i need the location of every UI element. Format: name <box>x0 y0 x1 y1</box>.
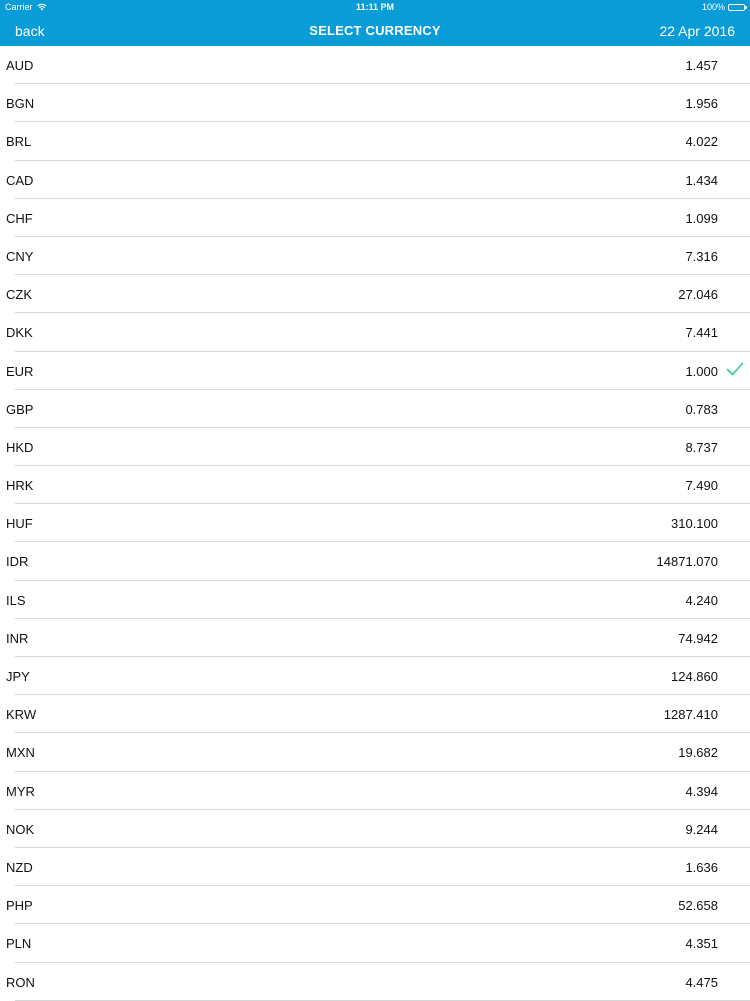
currency-rate: 310.100 <box>671 516 718 532</box>
currency-code: AUD <box>6 58 34 73</box>
currency-row-krw[interactable] <box>0 695 750 733</box>
battery-icon <box>728 4 745 11</box>
currency-code: MYR <box>6 783 35 799</box>
currency-rate: 1.434 <box>685 172 718 188</box>
currency-rate: 124.860 <box>671 669 718 684</box>
status-bar <box>0 0 750 14</box>
currency-rate: 7.490 <box>685 478 718 494</box>
currency-row-ils[interactable] <box>0 581 750 619</box>
currency-row-huf[interactable] <box>0 504 750 542</box>
currency-code: PLN <box>6 936 32 952</box>
currency-code: BGN <box>6 96 35 112</box>
currency-row-mxn[interactable] <box>0 733 750 771</box>
currency-row-chf[interactable] <box>0 199 750 237</box>
currency-code: RON <box>6 974 35 990</box>
currency-row-php[interactable] <box>0 886 750 924</box>
navigation-header <box>0 0 750 46</box>
currency-code: HKD <box>6 439 34 455</box>
currency-code: CHF <box>6 210 33 226</box>
currency-code: GBP <box>6 401 34 417</box>
currency-code: EUR <box>6 363 34 379</box>
currency-rate: 27.046 <box>678 287 718 303</box>
currency-code: BRL <box>6 134 32 150</box>
currency-row-bgn[interactable] <box>0 84 750 122</box>
currency-code: PHP <box>6 898 33 914</box>
currency-rate: 4.351 <box>685 936 718 952</box>
currency-rate: 4.394 <box>685 783 718 799</box>
currency-row-gbp[interactable] <box>0 390 750 428</box>
currency-row-inr[interactable] <box>0 619 750 657</box>
battery-indicator <box>702 0 745 14</box>
currency-code: CNY <box>6 248 34 264</box>
currency-rate: 9.244 <box>685 821 718 837</box>
back-button[interactable]: back <box>15 23 45 39</box>
currency-row-pln[interactable] <box>0 924 750 962</box>
currency-row-brl[interactable] <box>0 122 750 160</box>
currency-row-nzd[interactable] <box>0 848 750 886</box>
currency-list <box>0 46 750 1001</box>
currency-row-dkk[interactable] <box>0 313 750 351</box>
currency-code: CZK <box>6 287 32 303</box>
currency-code: KRW <box>6 707 37 723</box>
currency-rate: 1.956 <box>685 96 718 112</box>
currency-code: NOK <box>6 821 35 837</box>
currency-rate: 19.682 <box>678 745 718 761</box>
currency-row-hkd[interactable] <box>0 428 750 466</box>
currency-rate: 1.636 <box>685 859 718 875</box>
currency-code: HUF <box>6 516 33 532</box>
currency-rate: 52.658 <box>678 898 718 914</box>
currency-row-cad[interactable] <box>0 161 750 199</box>
currency-row-jpy[interactable] <box>0 657 750 695</box>
currency-rate: 4.240 <box>685 592 718 608</box>
currency-rate: 7.441 <box>685 325 718 341</box>
currency-code: CAD <box>6 172 34 188</box>
currency-rate: 4.022 <box>685 134 718 150</box>
currency-rate: 14871.070 <box>656 554 718 570</box>
currency-rate: 1.000 <box>685 363 718 379</box>
currency-rate: 0.783 <box>685 401 718 417</box>
currency-row-nok[interactable] <box>0 810 750 848</box>
currency-row-myr[interactable] <box>0 772 750 810</box>
checkmark-icon <box>726 362 744 376</box>
currency-code: IDR <box>6 554 29 570</box>
currency-row-hrk[interactable] <box>0 466 750 504</box>
battery-percent: 100% <box>701 2 725 12</box>
currency-rate: 74.942 <box>678 630 718 646</box>
currency-code: JPY <box>6 669 30 684</box>
currency-code: ILS <box>6 592 26 608</box>
currency-row-idr[interactable] <box>0 542 750 580</box>
currency-rate: 7.316 <box>685 248 718 264</box>
currency-code: DKK <box>6 325 33 341</box>
currency-code: MXN <box>6 745 35 761</box>
currency-row-aud[interactable] <box>0 46 750 84</box>
currency-rate: 1287.410 <box>663 707 718 723</box>
rates-date: 22 Apr 2016 <box>659 23 735 39</box>
currency-code: HRK <box>6 478 34 494</box>
currency-row-ron[interactable] <box>0 963 750 1001</box>
carrier-label: Carrier <box>5 2 33 12</box>
currency-rate: 4.475 <box>685 974 718 990</box>
currency-rate: 1.099 <box>685 210 718 226</box>
currency-code: INR <box>6 630 29 646</box>
currency-row-czk[interactable] <box>0 275 750 313</box>
status-time: 11:11 PM <box>355 2 395 12</box>
page-title: SELECT CURRENCY <box>309 23 441 38</box>
currency-row-eur[interactable] <box>0 352 750 390</box>
currency-rate: 8.737 <box>685 439 718 455</box>
currency-row-cny[interactable] <box>0 237 750 275</box>
currency-rate: 1.457 <box>685 58 718 73</box>
currency-code: NZD <box>6 859 33 875</box>
